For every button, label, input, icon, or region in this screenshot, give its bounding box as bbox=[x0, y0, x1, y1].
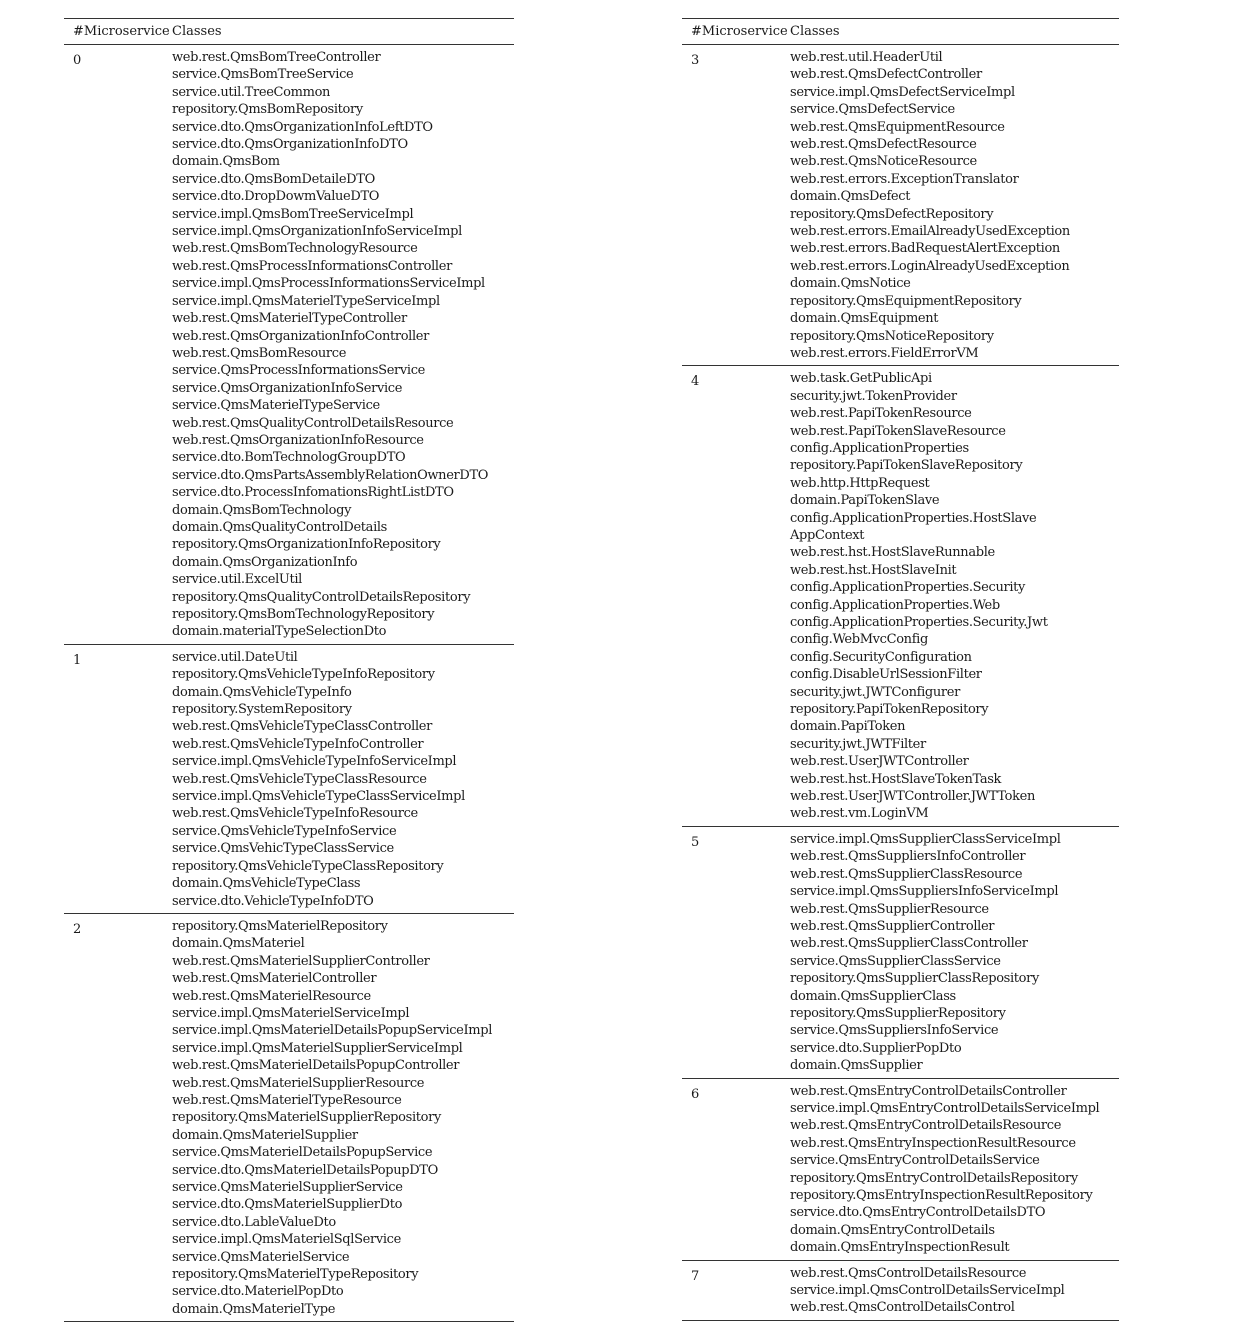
microservice-group-row bbox=[682, 827, 1119, 1079]
class-name: service.util.TreeCommon bbox=[172, 84, 331, 100]
microservice-id: 7 bbox=[691, 1268, 700, 1284]
class-name: web.rest.QmsOrganizationInfoResource bbox=[172, 432, 424, 448]
class-name: service.QmsMaterielDetailsPopupService bbox=[172, 1145, 433, 1161]
class-name: repository.QmsMaterielSupplierRepository bbox=[172, 1110, 441, 1126]
class-name: domain.QmsNotice bbox=[790, 276, 911, 292]
class-name: repository.SystemRepository bbox=[172, 702, 352, 718]
classes-list bbox=[790, 1083, 1119, 1257]
class-name: repository.QmsMaterielTypeRepository bbox=[172, 1267, 419, 1283]
class-name: service.impl.QmsSuppliersInfoServiceImpl bbox=[790, 884, 1059, 900]
microservice-id: 6 bbox=[691, 1086, 700, 1102]
class-name: repository.QmsEquipmentRepository bbox=[790, 293, 1022, 309]
class-name: domain.QmsMaterielSupplier bbox=[172, 1127, 358, 1143]
class-name: service.QmsDefectService bbox=[790, 102, 955, 118]
table-header bbox=[64, 19, 514, 45]
class-name: service.QmsOrganizationInfoService bbox=[172, 380, 403, 396]
microservice-table-left bbox=[64, 18, 514, 1322]
class-name: domain.QmsVehicleTypeClass bbox=[172, 876, 361, 892]
microservice-group-row bbox=[682, 1261, 1119, 1320]
class-name: config.ApplicationProperties.Web bbox=[790, 597, 1000, 613]
class-name: service.dto.QmsEntryControlDetailsDTO bbox=[790, 1205, 1046, 1221]
class-name: web.rest.QmsEntryControlDetailsController bbox=[790, 1083, 1067, 1099]
class-name: repository.PapiTokenSlaveRepository bbox=[790, 458, 1023, 474]
class-name: service.impl.QmsVehicleTypeInfoServiceImpl bbox=[172, 754, 457, 770]
class-name: config.ApplicationProperties.Security bbox=[790, 580, 1026, 596]
class-name: config.ApplicationProperties.Security.Jwt bbox=[790, 615, 1048, 630]
class-name: web.rest.QmsBomTreeController bbox=[172, 50, 381, 65]
microservice-group-row bbox=[682, 366, 1119, 827]
class-name: web.rest.QmsDefectResource bbox=[790, 137, 977, 153]
class-name: web.rest.util.HeaderUtil bbox=[790, 50, 943, 65]
class-name: service.impl.QmsMaterielSqlService bbox=[172, 1232, 401, 1248]
class-name: web.rest.errors.ExceptionTranslator bbox=[790, 171, 1019, 187]
class-name: web.task.GetPublicApi bbox=[790, 371, 932, 387]
table-header bbox=[682, 19, 1119, 45]
class-name: service.dto.QmsBomDetaileDTO bbox=[172, 171, 375, 187]
class-name: service.impl.QmsMaterielServiceImpl bbox=[172, 1005, 410, 1021]
microservice-group-row bbox=[682, 1079, 1119, 1261]
class-name: service.QmsProcessInformationsService bbox=[172, 363, 425, 379]
class-name: web.rest.QmsMaterielSupplierResource bbox=[172, 1075, 425, 1091]
class-name: web.rest.PapiTokenResource bbox=[790, 406, 972, 422]
class-name: web.rest.QmsProcessInformationsController bbox=[172, 258, 452, 274]
class-name: repository.QmsEntryInspectionResultRepository bbox=[790, 1188, 1093, 1203]
class-name: web.rest.hst.HostSlaveTokenTask bbox=[790, 771, 1002, 787]
class-name: service.dto.QmsMaterielSupplierDto bbox=[172, 1197, 403, 1213]
class-name: web.rest.errors.BadRequestAlertException bbox=[790, 241, 1060, 257]
class-name: config.ApplicationProperties bbox=[790, 440, 969, 456]
header-microservice: #Microservice bbox=[73, 24, 170, 39]
class-name: web.rest.hst.HostSlaveRunnable bbox=[790, 545, 995, 561]
class-name: service.dto.VehicleTypeInfoDTO bbox=[172, 893, 374, 909]
class-name: repository.QmsBomRepository bbox=[172, 102, 363, 118]
class-name: web.rest.QmsControlDetailsControl bbox=[790, 1300, 1015, 1316]
class-name: web.rest.QmsMaterielController bbox=[172, 971, 377, 987]
class-name: repository.QmsVehicleTypeClassRepository bbox=[172, 858, 444, 874]
class-name: domain.PapiToken bbox=[790, 719, 906, 735]
class-name: domain.QmsOrganizationInfo bbox=[172, 554, 358, 570]
class-name: web.rest.QmsMaterielSupplierController bbox=[172, 953, 430, 969]
class-name: domain.QmsQualityControlDetails bbox=[172, 519, 388, 535]
class-name: domain.QmsDefect bbox=[790, 189, 911, 205]
class-name: web.rest.errors.EmailAlreadyUsedException bbox=[790, 224, 1070, 240]
class-name: domain.QmsBom bbox=[172, 154, 280, 170]
class-name: config.ApplicationProperties.HostSlave bbox=[790, 510, 1037, 526]
class-name: service.dto.SupplierPopDto bbox=[790, 1040, 962, 1056]
class-name: repository.PapiTokenRepository bbox=[790, 702, 989, 718]
class-name: web.rest.QmsMaterielTypeController bbox=[172, 311, 407, 327]
class-name: config.WebMvcConfig bbox=[790, 632, 928, 648]
microservice-id: 1 bbox=[73, 652, 82, 668]
class-name: domain.QmsSupplierClass bbox=[790, 988, 956, 1004]
class-name: web.rest.QmsVehicleTypeClassResource bbox=[172, 771, 427, 787]
class-name: web.rest.QmsMaterielTypeResource bbox=[172, 1092, 402, 1108]
class-name: service.QmsSuppliersInfoService bbox=[790, 1023, 999, 1039]
class-name: web.rest.QmsSupplierClassController bbox=[790, 936, 1028, 952]
class-name: service.impl.QmsSupplierClassServiceImpl bbox=[790, 831, 1061, 847]
class-name: web.rest.QmsSuppliersInfoController bbox=[790, 849, 1026, 865]
class-name: service.impl.QmsMaterielSupplierServiceImpl bbox=[172, 1040, 463, 1056]
class-name: repository.QmsNoticeRepository bbox=[790, 328, 994, 344]
class-name: service.dto.QmsOrganizationInfoDTO bbox=[172, 137, 408, 153]
class-name: service.impl.QmsControlDetailsServiceImpl bbox=[790, 1283, 1065, 1299]
class-name: repository.QmsMaterielRepository bbox=[172, 918, 388, 934]
class-name: security.jwt.TokenProvider bbox=[790, 388, 957, 404]
class-name: repository.QmsVehicleTypeInfoRepository bbox=[172, 667, 435, 683]
class-name: web.rest.QmsVehicleTypeClassController bbox=[172, 719, 432, 735]
microservice-group-row bbox=[64, 914, 514, 1321]
class-name: service.impl.QmsBomTreeServiceImpl bbox=[172, 206, 414, 222]
class-name: web.rest.QmsEquipmentResource bbox=[790, 119, 1005, 135]
class-name: web.rest.errors.FieldErrorVM bbox=[790, 345, 979, 361]
class-name: service.dto.DropDowmValueDTO bbox=[172, 189, 380, 205]
class-name: domain.QmsEntryInspectionResult bbox=[790, 1240, 1010, 1256]
class-name: repository.QmsQualityControlDetailsRepository bbox=[172, 589, 471, 605]
class-name: domain.PapiTokenSlave bbox=[790, 493, 940, 509]
class-name: service.util.DateUtil bbox=[172, 649, 298, 665]
class-name: web.rest.QmsVehicleTypeInfoController bbox=[172, 736, 424, 752]
class-name: web.rest.QmsSupplierResource bbox=[790, 901, 989, 917]
class-name: service.dto.QmsMaterielDetailsPopupDTO bbox=[172, 1162, 438, 1178]
class-name: web.rest.UserJWTController.JWTToken bbox=[790, 789, 1035, 805]
microservice-id: 2 bbox=[73, 921, 82, 937]
class-name: domain.QmsVehicleTypeInfo bbox=[172, 684, 352, 700]
class-name: service.dto.MaterielPopDto bbox=[172, 1284, 344, 1300]
class-name: service.QmsMaterielSupplierService bbox=[172, 1180, 403, 1195]
class-name: service.dto.ProcessInfomationsRightListDTO bbox=[172, 485, 454, 501]
microservice-id: 5 bbox=[691, 834, 700, 850]
microservice-table-right bbox=[682, 18, 1119, 1321]
class-name: service.QmsEntryControlDetailsService bbox=[790, 1153, 1040, 1169]
class-name: service.impl.QmsOrganizationInfoServiceImpl bbox=[172, 224, 462, 240]
class-name: web.http.HttpRequest bbox=[790, 475, 930, 491]
class-name: service.dto.BomTechnologGroupDTO bbox=[172, 450, 406, 466]
class-name: service.QmsMaterielTypeService bbox=[172, 398, 380, 414]
classes-list bbox=[790, 831, 1119, 1075]
microservice-group-row bbox=[682, 45, 1119, 366]
class-name: repository.QmsDefectRepository bbox=[790, 206, 994, 222]
class-name: web.rest.QmsEntryInspectionResultResource bbox=[790, 1135, 1076, 1151]
class-name: web.rest.QmsNoticeResource bbox=[790, 154, 977, 170]
class-name: repository.QmsOrganizationInfoRepository bbox=[172, 537, 441, 553]
microservice-group-row bbox=[64, 45, 514, 645]
class-name: service.impl.QmsDefectServiceImpl bbox=[790, 84, 1015, 100]
class-name: repository.QmsEntryControlDetailsRepository bbox=[790, 1170, 1078, 1186]
microservice-id: 3 bbox=[691, 53, 700, 68]
header-microservice: #Microservice bbox=[691, 24, 788, 39]
class-name: domain.QmsBomTechnology bbox=[172, 502, 352, 518]
class-name: service.impl.QmsEntryControlDetailsServiceImpl bbox=[790, 1100, 1100, 1116]
class-name: security.jwt.JWTFilter bbox=[790, 736, 926, 752]
class-name: domain.QmsEntryControlDetails bbox=[790, 1222, 995, 1238]
class-name: repository.QmsSupplierClassRepository bbox=[790, 971, 1040, 987]
class-name: web.rest.QmsOrganizationInfoController bbox=[172, 328, 430, 344]
classes-list bbox=[790, 1265, 1119, 1317]
microservice-id: 0 bbox=[73, 53, 82, 68]
class-name: domain.QmsMaterielType bbox=[172, 1301, 336, 1317]
classes-list bbox=[790, 49, 1119, 362]
class-name: config.SecurityConfiguration bbox=[790, 649, 972, 665]
class-name: web.rest.QmsVehicleTypeInfoResource bbox=[172, 806, 418, 822]
class-name: security.jwt.JWTConfigurer bbox=[790, 684, 960, 700]
class-name: web.rest.QmsBomTechnologyResource bbox=[172, 241, 418, 257]
classes-list bbox=[172, 49, 514, 641]
class-name: web.rest.QmsDefectController bbox=[790, 67, 982, 83]
class-name: config.DisableUrlSessionFilter bbox=[790, 667, 982, 683]
class-name: service.impl.QmsMaterielDetailsPopupServiceImpl bbox=[172, 1023, 493, 1039]
class-name: service.util.ExcelUtil bbox=[172, 572, 302, 588]
header-classes: Classes bbox=[172, 24, 222, 39]
class-name: web.rest.QmsQualityControlDetailsResource bbox=[172, 415, 454, 431]
class-name: web.rest.QmsControlDetailsResource bbox=[790, 1265, 1027, 1281]
microservice-id: 4 bbox=[691, 374, 700, 390]
class-name: web.rest.QmsEntryControlDetailsResource bbox=[790, 1118, 1062, 1134]
class-name: service.impl.QmsProcessInformationsServiceImpl bbox=[172, 276, 485, 292]
class-name: web.rest.UserJWTController bbox=[790, 754, 969, 770]
class-name: web.rest.QmsBomResource bbox=[172, 345, 347, 361]
class-name: service.dto.LableValueDto bbox=[172, 1214, 336, 1230]
header-classes: Classes bbox=[790, 24, 840, 39]
class-name: domain.QmsEquipment bbox=[790, 311, 939, 327]
class-name: web.rest.errors.LoginAlreadyUsedException bbox=[790, 258, 1070, 274]
class-name: domain.QmsMateriel bbox=[172, 936, 305, 952]
class-name: repository.QmsBomTechnologyRepository bbox=[172, 607, 435, 622]
class-name: service.QmsVehicleTypeInfoService bbox=[172, 823, 397, 839]
class-name: AppContext bbox=[790, 527, 865, 543]
class-name: web.rest.QmsSupplierClassResource bbox=[790, 866, 1023, 882]
classes-list bbox=[172, 649, 514, 910]
class-name: service.QmsSupplierClassService bbox=[790, 953, 1001, 969]
class-name: web.rest.PapiTokenSlaveResource bbox=[790, 423, 1006, 439]
class-name: service.QmsVehicTypeClassService bbox=[172, 841, 394, 857]
class-name: service.dto.QmsPartsAssemblyRelationOwnerDTO bbox=[172, 467, 489, 483]
class-name: service.impl.QmsMaterielTypeServiceImpl bbox=[172, 293, 440, 309]
class-name: service.dto.QmsOrganizationInfoLeftDTO bbox=[172, 119, 433, 135]
class-name: repository.QmsSupplierRepository bbox=[790, 1005, 1006, 1021]
microservice-group-row bbox=[64, 645, 514, 914]
classes-list bbox=[172, 918, 514, 1318]
class-name: domain.QmsSupplier bbox=[790, 1058, 923, 1074]
class-name: web.rest.QmsMaterielResource bbox=[172, 988, 371, 1004]
class-name: service.QmsMaterielService bbox=[172, 1249, 350, 1265]
class-name: web.rest.QmsSupplierController bbox=[790, 918, 995, 934]
class-name: web.rest.vm.LoginVM bbox=[790, 806, 929, 822]
class-name: web.rest.QmsMaterielDetailsPopupController bbox=[172, 1058, 460, 1074]
class-name: service.impl.QmsVehicleTypeClassServiceImpl bbox=[172, 789, 465, 805]
class-name: domain.materialTypeSelectionDto bbox=[172, 624, 387, 640]
class-name: web.rest.hst.HostSlaveInit bbox=[790, 562, 957, 578]
class-name: service.QmsBomTreeService bbox=[172, 67, 354, 83]
classes-list bbox=[790, 370, 1119, 823]
